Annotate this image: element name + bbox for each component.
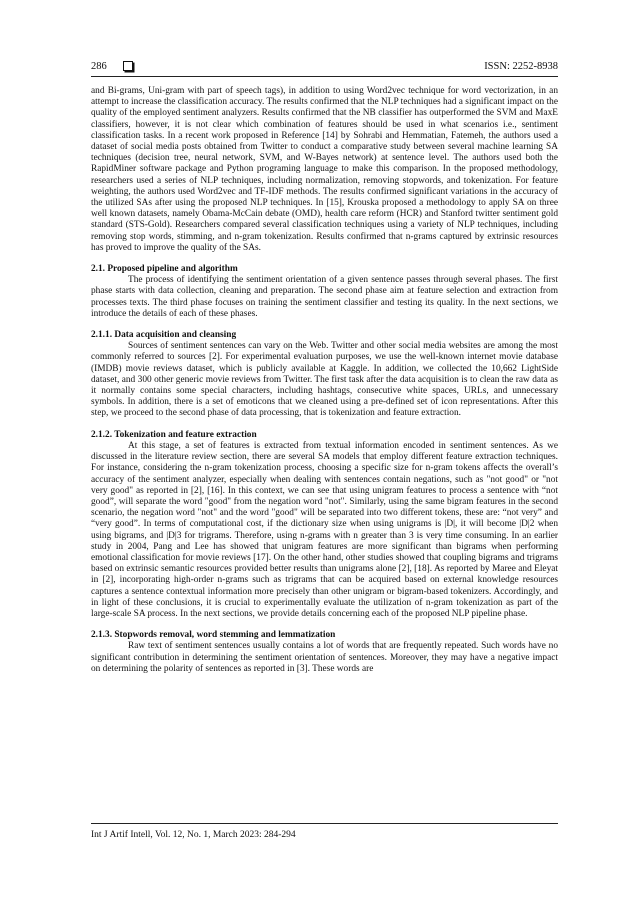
body-text: [91, 86, 558, 675]
running-header: [91, 58, 558, 74]
section-heading-2-1-3: 2.1.3. Stopwords removal, word stemming and lemmatization: [91, 630, 336, 641]
paragraph-4: At this stage, a set of features is extracted from textual information encoded in sentiment sentences. As we discussed in the literature review section, there are several SA models that employ different feature extraction techniques. For instance, considering the n-gram tokenization process, choosing a specific size for n-gram tokens affects the overall’s accuracy of the sentiment analyzer, especially when dealing with sentences contain negations, such as "not good" or "not very good" as reported in [2], [16]. In this context, we can see that using unigram features to process a sentence with “not good”, will separate the word "good" from the negation word "not". Similarly, using the same bigram features in the second scenario, the negation word "not" and the word "good" will be separated into two different tokens, these are: “not very” and “very good”. In terms of computational cost, if the dictionary size when using unigrams is |D|, it will become |D|2 when using bigrams, and |D|3 for trigrams. Therefore, using n-grams with n greater than 3 is very time consuming. In an earlier study in 2004, Pang and Lee has showed that unigram features are more significant than bigrams when performing emotional classification for movie reviews [17]. On the other hand, other studies showed that coupling bigrams and trigrams based on extrinsic semantic resources provided better results than unigrams alone [2], [18]. As reported by Maree and Eleyat in [2], incorporating high-order n-grams such as trigrams that can be acquired based on external knowledge resources captures a sentence contextual information more precisely than other unigram or bigram-based tokenizers. Accordingly, and in light of these conclusions, it is crucial to experimentally evaluate the utilization of n-gram tokenization as part of the large-scale SA process. In the next sections, we provide details concerning each of the proposed NLP pipeline phase.: [91, 440, 558, 619]
header-rule: [91, 76, 558, 77]
paragraph-3: Sources of sentiment sentences can vary on the Web. Twitter and other social media websites are among the most commonly referred to sources [2]. For experimental evaluation purposes, we use the well-known internet movie database (IMDB) movie reviews dataset, which is publicly available at Kaggle. In addition, we collected the 10,662 LightSide dataset, and 300 other generic movie reviews from Twitter. The first task after the data acquisition is to clean the raw data as it normally contains some special characters, including hashtags, consecutive white spaces, URLs, and unnecessary symbols. In addition, there is a set of emoticons that we cleaned using a pre-defined set of icon representations. After this step, we proceed to the second phase of data processing, that is tokenization and feature extraction.: [91, 341, 558, 419]
issn-label: ISSN: 2252-8938: [484, 60, 558, 72]
square-icon: [123, 61, 133, 71]
section-heading-2-1-1: 2.1.1. Data acquisition and cleansing: [91, 330, 237, 341]
footer-rule: [91, 823, 558, 824]
section-heading-2-1: 2.1. Proposed pipeline and algorithm: [91, 264, 238, 275]
paragraph-1: and Bi-grams, Uni-gram with part of speech tags), in addition to using Word2vec technique for word vectorization, in an attempt to increase the classification accuracy. The results confirmed that the NLP techniques had a significant impact on the quality of the employed sentiment analyzers. Results confirmed that the NB classifier has outperformed the SVM and MaxE classifiers, however, it is not clear which combination of features should be used in what scenarios i.e., sentiment classification tasks. In a recent work proposed in Reference [14] by Sohrabi and Hemmatian, Fatemeh, the authors used a dataset of social media posts obtained from Twitter to conduct a comparative study between several machine learning SA techniques (decision tree, neural network, SVM, and W-Bayes network) at sentence level. The authors used both the RapidMiner software package and Python programing language to make this comparison. In the proposed methodology, researchers used a series of NLP techniques, including normalization, removing stopwords, and tokenization. For feature weighting, the authors used Word2vec and TF-IDF methods. The results confirmed significant variations in the accuracy of the utilized SAs after using the proposed NLP techniques. In [15], Krouska proposed a methodology to apply SA on three well known datasets, namely Obama-McCain debate (OMD), health care reform (HCR) and Stanford twitter sentiment gold standard (STS-Gold). Researchers compared several classification techniques using a variety of NLP techniques, including removing stop words, stimming, and n-gram tokenization. Results confirmed that n-grams captured by extrinsic resources has proved to improve the quality of the SAs.: [91, 86, 558, 253]
journal-citation: Int J Artif Intell, Vol. 12, No. 1, March 2023: 284-294: [91, 830, 296, 840]
paragraph-2: The process of identifying the sentiment orientation of a given sentence passes through several phases. The first phase starts with data collection, cleaning and preparation. The second phase aim at feature selection and extraction from processes texts. The third phase focuses on training the sentiment classifier and testing its quality. In the next sections, we introduce the details of each of these phases.: [91, 275, 558, 319]
page-number: 286: [91, 60, 107, 72]
section-heading-2-1-2: 2.1.2. Tokenization and feature extraction: [91, 429, 257, 440]
paragraph-5: Raw text of sentiment sentences usually contains a lot of words that are frequently repeated. Such words have no significant contribution in determining the sentiment orientation of sentences. Moreover, they may have a negative impact on determining the polarity of sentences as reported in [3]. These words are: [91, 641, 558, 674]
